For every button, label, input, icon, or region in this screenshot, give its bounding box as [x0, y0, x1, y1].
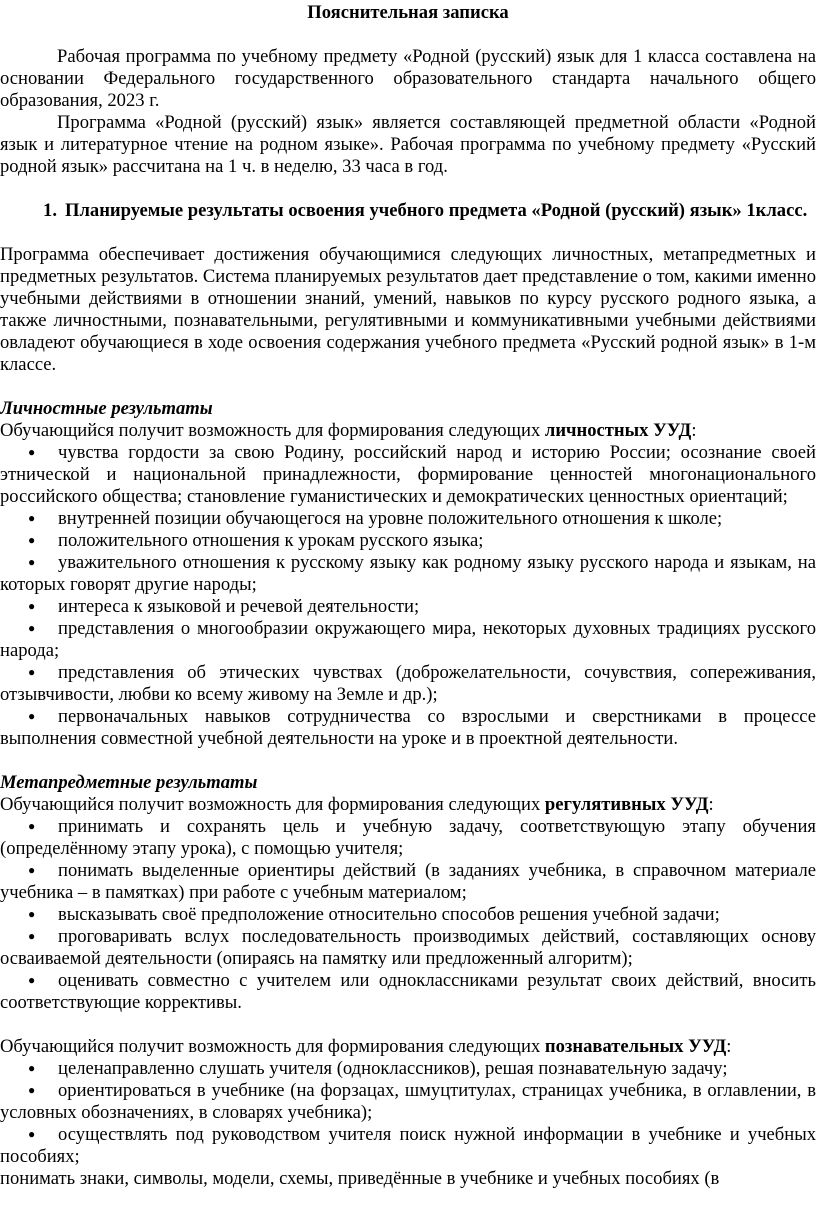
- cognitive-lead-text: Обучающийся получит возможность для формирования следующих: [0, 1036, 545, 1057]
- meta-results-subheading: Метапредметные результаты: [0, 772, 258, 793]
- list-item: ● оценивать совместно с учителем или одноклассниками результат своих действий, вносить соответствующие коррективы.: [0, 970, 816, 1013]
- personal-lead-suffix: :: [691, 420, 697, 441]
- bullet-icon: ●: [28, 819, 36, 833]
- bullet-icon: ●: [28, 973, 36, 987]
- list-item: ● проговаривать вслух последовательность производимых действий, составляющих основу осваиваемой деятельности (опираясь на памятку или предложенный алгоритм);: [0, 926, 816, 969]
- section-1-heading-text: Планируемые результаты освоения учебного предмета «Родной (русский) язык» 1класс.: [65, 200, 808, 221]
- intro-paragraph-2: Программа «Родной (русский) язык» является составляющей предметной области «Родной язык и литературное чтение на родном языке». Рабочая программа по учебному предмету «Русский родной язык» рассчитана на 1 ч. в неделю, 33 часа в год.: [0, 112, 816, 177]
- intro-paragraph-1: Рабочая программа по учебному предмету «Родной (русский) язык для 1 класса составлена на основании Федерального государственного образовательного стандарта начального общего образования, 2023 г.: [0, 46, 816, 111]
- bullet-icon: ●: [28, 511, 36, 525]
- personal-lead: [0, 420, 816, 442]
- list-item: ● представления об этических чувствах (доброжелательности, сочувствия, сопереживания, отзывчивости, любви ко всему живому на Земле и др.);: [0, 662, 816, 705]
- list-item: ● интереса к языковой и речевой деятельности;: [28, 596, 420, 617]
- bullet-icon: ●: [28, 555, 36, 569]
- list-item: ● осуществлять под руководством учителя поиск нужной информации в учебнике и учебных пособиях;: [0, 1124, 816, 1167]
- bullet-icon: ●: [28, 621, 36, 635]
- bullet-icon: ●: [28, 445, 36, 459]
- list-item: ● первоначальных навыков сотрудничества со взрослыми и сверстниками в процессе выполнения совместной учебной деятельности на уроке и в проектной деятельности.: [0, 706, 816, 749]
- list-item: ● чувства гордости за свою Родину, российский народ и историю России; осознание своей этнической и национальной принадлежности, формирование ценностей многонационального российского общества; становление гуманистических и демократических ценностных ориентаций;: [0, 442, 816, 507]
- regulatory-lead-suffix: :: [708, 794, 714, 815]
- regulatory-lead: [0, 794, 816, 816]
- bullet-icon: ●: [28, 1127, 36, 1141]
- section-1-body: Программа обеспечивает достижения обучающимися следующих личностных, метапредметных и предметных результатов. Система планируемых результатов дает представление о том, какими именно учебными действиями в отношении знаний, умений, навыков по курсу русского родного языка, а также личностными, познавательными, регулятивными и коммуникативными учебными действиями овладеют обучающиеся в ходе освоения содержания учебного предмета «Русский родной язык» в 1-м классе.: [0, 244, 816, 375]
- regulatory-lead-text: Обучающийся получит возможность для формирования следующих: [0, 794, 545, 815]
- bullet-icon: ●: [28, 665, 36, 679]
- list-item: ● представления о многообразии окружающего мира, некоторых духовных традициях русского народа;: [0, 618, 816, 661]
- list-item: ● уважительного отношения к русскому языку как родному языку русского народа и языкам, на которых говорят другие народы;: [0, 552, 816, 595]
- bullet-icon: ●: [28, 1083, 36, 1097]
- bullet-icon: ●: [28, 599, 36, 613]
- list-item: ● принимать и сохранять цель и учебную задачу, соответствующую этапу обучения (определённому этапу урока), с помощью учителя;: [0, 816, 816, 859]
- section-1-number: 1.: [43, 200, 57, 221]
- bullet-icon: ●: [28, 533, 36, 547]
- bullet-icon: ●: [28, 907, 36, 921]
- regulatory-lead-bold: регулятивных УУД: [544, 794, 709, 815]
- section-1-heading: [0, 200, 816, 222]
- bullet-icon: ●: [28, 929, 36, 943]
- document-title: Пояснительная записка: [307, 2, 509, 23]
- cognitive-lead-suffix: :: [726, 1036, 732, 1057]
- personal-lead-text: Обучающийся получит возможность для формирования следующих: [0, 420, 545, 441]
- list-item: ● внутренней позиции обучающегося на уровне положительного отношения к школе;: [28, 508, 723, 529]
- cognitive-lead: [0, 1036, 816, 1058]
- personal-results-subheading: Личностные результаты: [0, 398, 213, 419]
- list-item: ● целенаправленно слушать учителя (одноклассников), решая познавательную задачу;: [28, 1058, 728, 1079]
- list-item: ● высказывать своё предположение относительно способов решения учебной задачи;: [28, 904, 720, 925]
- cognitive-tail-text: понимать знаки, символы, модели, схемы, приведённые в учебнике и учебных пособиях (в: [0, 1168, 720, 1189]
- bullet-icon: ●: [28, 863, 36, 877]
- bullet-icon: ●: [28, 709, 36, 723]
- personal-lead-bold: личностных УУД: [544, 420, 692, 441]
- list-item: ● положительного отношения к урокам русского языка;: [28, 530, 484, 551]
- bullet-icon: ●: [28, 1061, 36, 1075]
- list-item: ● понимать выделенные ориентиры действий (в заданиях учебника, в справочном материале учебника – в памятках) при работе с учебным материалом;: [0, 860, 816, 903]
- cognitive-lead-bold: познавательных УУД: [544, 1036, 727, 1057]
- list-item: ● ориентироваться в учебнике (на форзацах, шмуцтитулах, страницах учебника, в оглавлении, в условных обозначениях, в словарях учебника);: [0, 1080, 816, 1123]
